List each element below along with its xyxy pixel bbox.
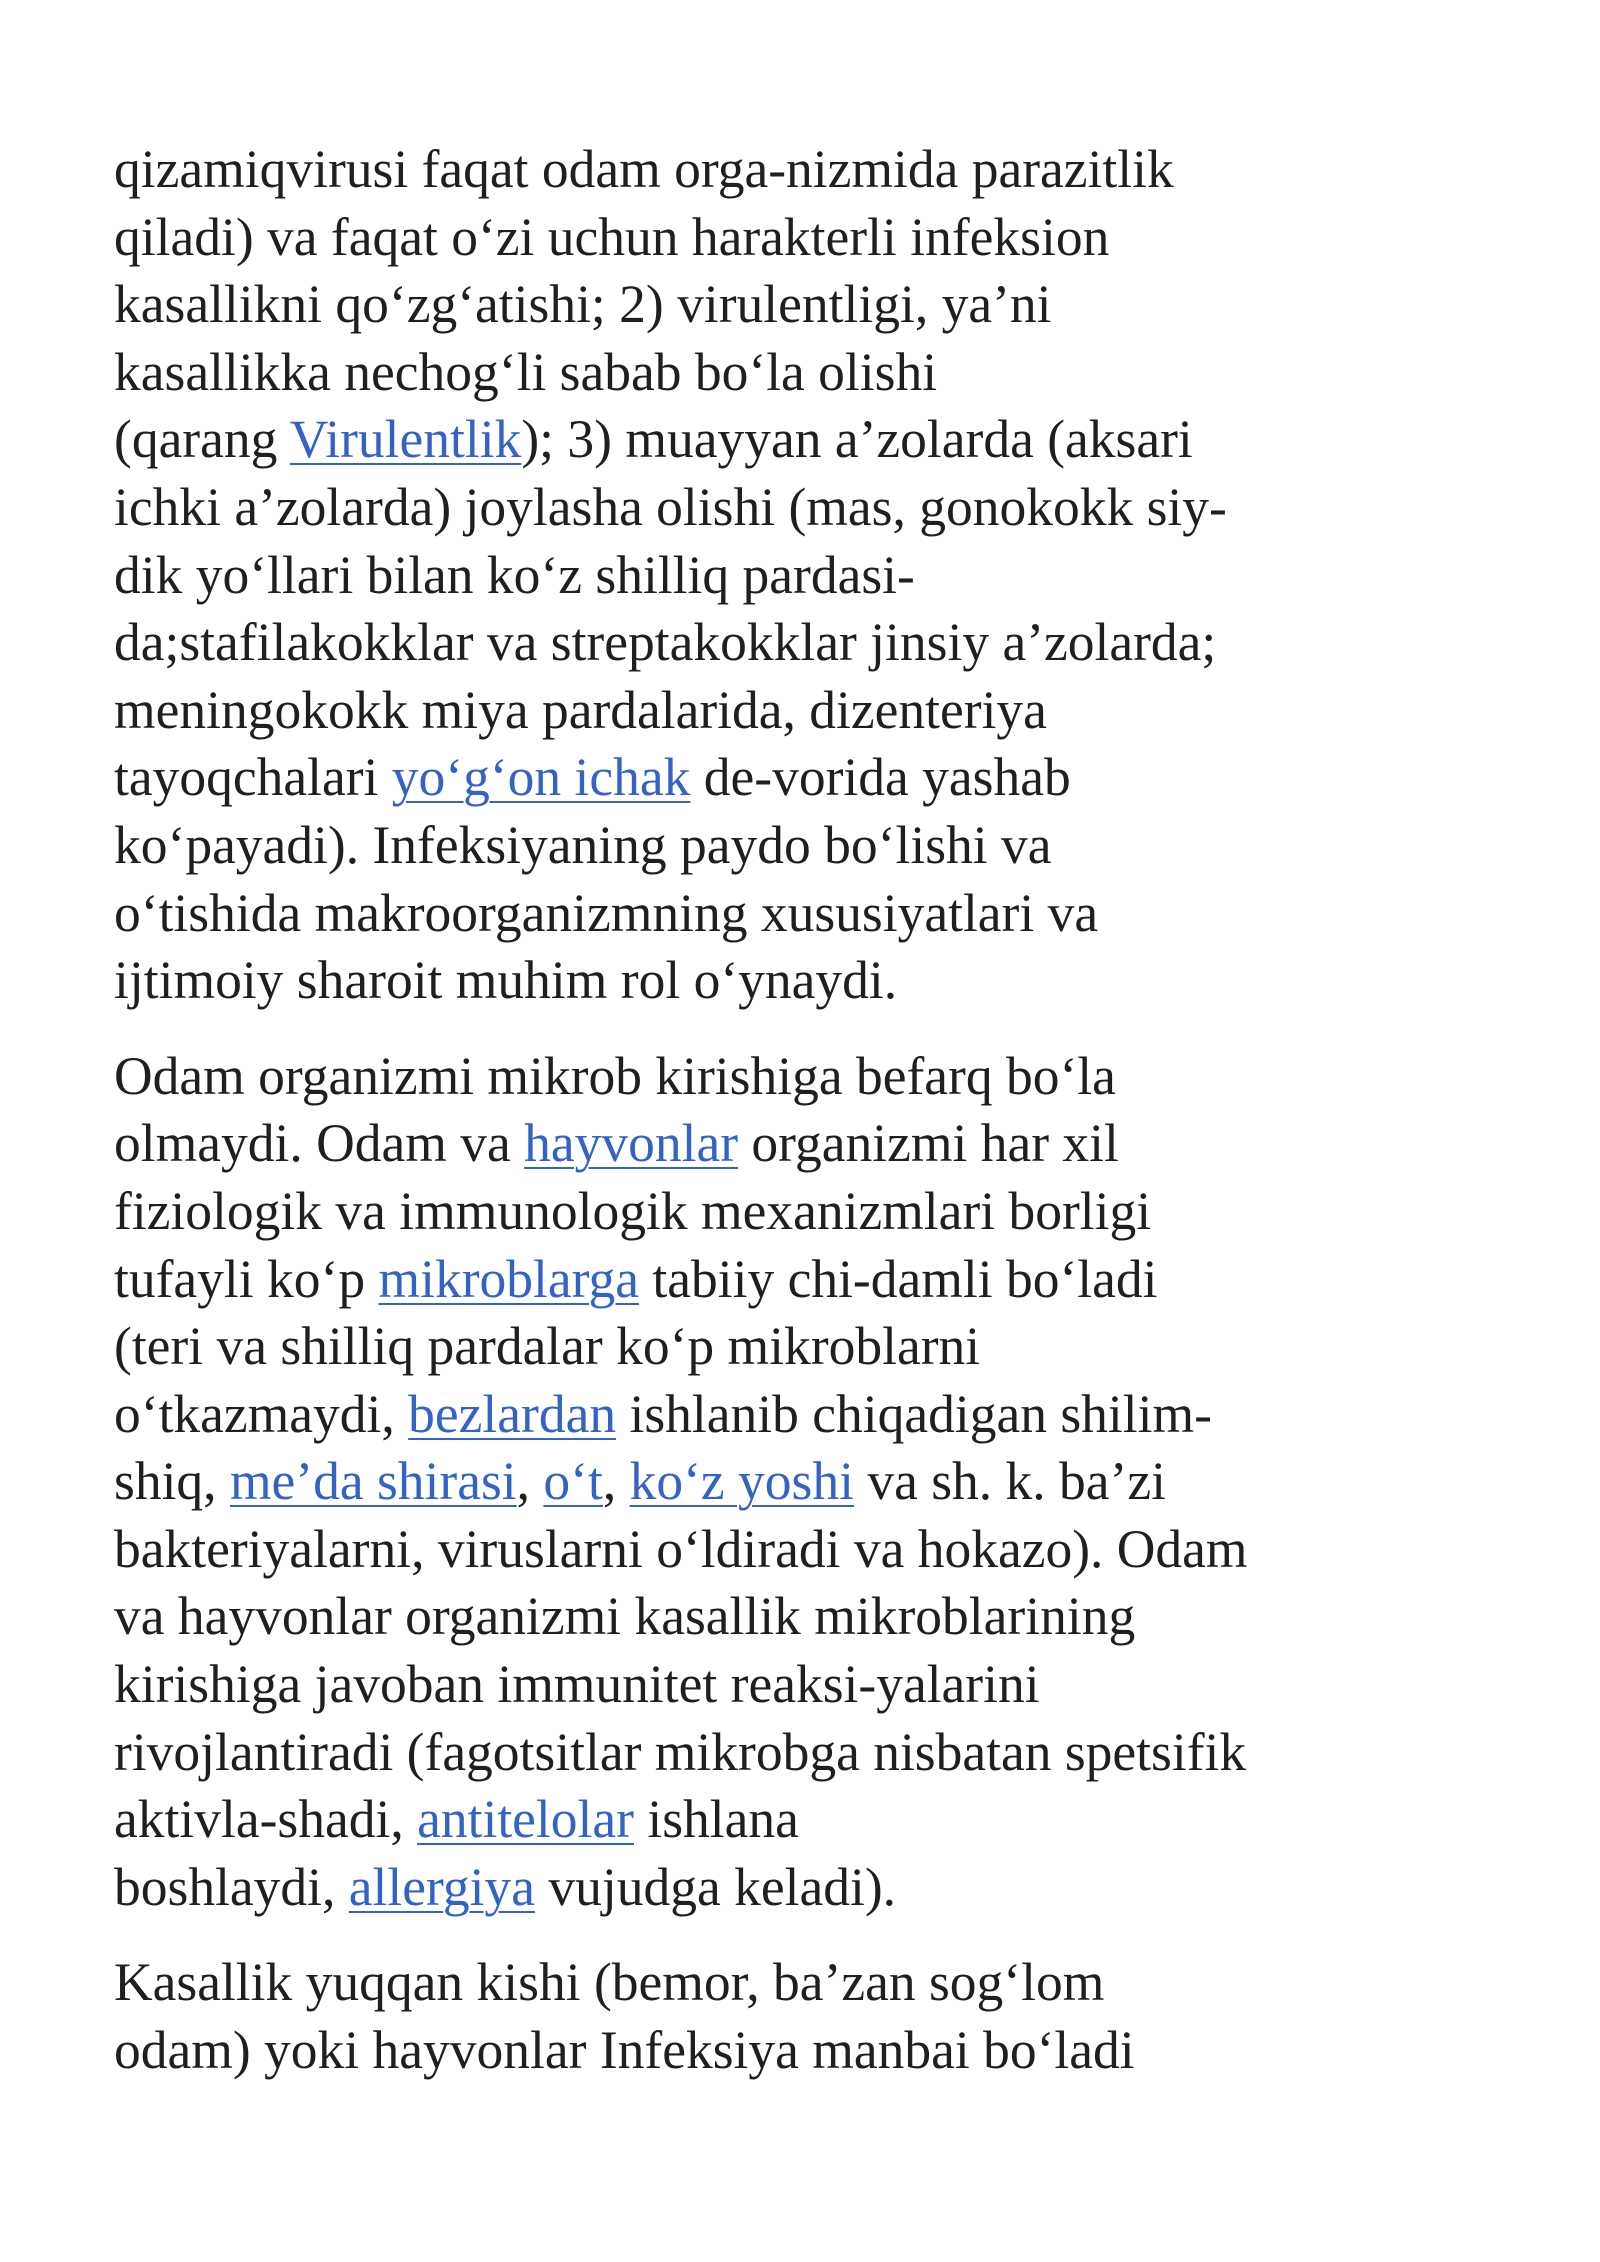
link-yogon-ichak[interactable]: yo‘g‘on ichak: [391, 747, 691, 808]
text-run: kasallikka nechog‘li sabab bo‘la olishi: [114, 341, 938, 402]
text-line: [114, 1949, 1414, 2017]
text-line: [114, 1313, 1414, 1381]
text-run: ijtimoiy sharoit muhim rol o‘ynaydi.: [114, 950, 898, 1011]
link-meda-shirasi[interactable]: me’da shirasi: [229, 1451, 517, 1512]
text-run: tayoqchalari: [114, 747, 392, 808]
text-run: meningokokk miya pardalarida, dizenteriya: [114, 679, 1047, 740]
text-run: odam) yoki hayvonlar Infeksiya manbai bo‘ladi: [114, 2020, 1135, 2081]
text-run: de-vorida yashab: [690, 747, 1071, 808]
text-run: rivojlantiradi (fagotsitlar mikrobga nisbatan spetsifik: [114, 1721, 1247, 1782]
paragraph-1: [114, 136, 1414, 1015]
text-line: [114, 1516, 1414, 1584]
text-run: fiziologik va immunologik mexanizmlari borligi: [114, 1180, 1152, 1241]
link-bezlardan[interactable]: bezlardan: [408, 1383, 617, 1444]
text-run: qizamiqvirusi faqat odam orga-nizmida parazitlik: [114, 139, 1174, 199]
text-run: Kasallik yuqqan kishi (bemor, ba’zan sog‘lom: [114, 1952, 1105, 2013]
text-run: ); 3) muayyan a’zolarda (aksari: [521, 409, 1193, 470]
text-run: organizmi har xil: [738, 1113, 1119, 1174]
text-run: vujudga keladi).: [534, 1856, 897, 1917]
text-run: qiladi) va faqat o‘zi uchun harakterli infeksion: [114, 206, 1110, 267]
text-run: va sh. k. ba’zi: [853, 1451, 1166, 1512]
link-mikroblarga[interactable]: mikroblarga: [378, 1248, 639, 1309]
text-line: [114, 1178, 1414, 1246]
text-run: tufayli ko‘p: [114, 1248, 379, 1309]
text-line: [114, 339, 1414, 407]
link-koz-yoshi[interactable]: ko‘z yoshi: [629, 1451, 854, 1512]
text-run: kirishiga javoban immunitet reaksi-yalarini: [114, 1654, 1040, 1715]
text-line: [114, 1786, 1414, 1854]
link-virulentlik[interactable]: Virulentlik: [289, 409, 522, 470]
text-run: dik yo‘llari bilan ko‘z shilliq pardasi-: [114, 544, 915, 605]
text-run: (teri va shilliq pardalar ko‘p mikroblarni: [114, 1316, 981, 1377]
text-line: [114, 1651, 1414, 1719]
text-run: o‘tkazmaydi,: [114, 1383, 409, 1444]
text-line: [114, 474, 1414, 542]
text-run: ishlanib chiqadigan shilim-: [616, 1383, 1212, 1444]
document-body: [114, 136, 1414, 2085]
text-line: [114, 812, 1414, 880]
text-line: [114, 136, 1414, 204]
text-line: [114, 271, 1414, 339]
text-run: boshlaydi,: [114, 1856, 349, 1917]
text-line: [114, 1854, 1414, 1922]
text-line: [114, 542, 1414, 610]
link-hayvonlar[interactable]: hayvonlar: [524, 1113, 739, 1174]
text-run: da;stafilakokklar va streptakokklar jinsiy a’zolarda;: [114, 612, 1217, 673]
text-line: [114, 744, 1414, 812]
text-line: [114, 204, 1414, 272]
text-line: [114, 2017, 1414, 2085]
text-run: (qarang: [114, 409, 290, 470]
text-line: [114, 947, 1414, 1015]
text-run: ,: [516, 1451, 544, 1512]
paragraph-3: [114, 1949, 1414, 2084]
text-run: va hayvonlar organizmi kasallik mikroblarining: [114, 1586, 1136, 1647]
text-line: [114, 1719, 1414, 1787]
text-run: ko‘payadi). Infeksiyaning paydo bo‘lishi va: [114, 814, 1052, 875]
text-line: [114, 1448, 1414, 1516]
text-run: tabiiy chi-damli bo‘ladi: [638, 1248, 1158, 1309]
text-line: [114, 880, 1414, 948]
text-line: [114, 1246, 1414, 1314]
text-run: bakteriyalarni, viruslarni o‘ldiradi va hokazo). Odam: [114, 1518, 1248, 1579]
text-line: [114, 406, 1414, 474]
text-run: olmaydi. Odam va: [114, 1113, 525, 1174]
text-run: ichki a’zolarda) joylasha olishi (mas, gonokokk siy-: [114, 476, 1227, 537]
link-ot[interactable]: o‘t: [543, 1451, 603, 1512]
text-line: [114, 677, 1414, 745]
text-run: ishlana: [633, 1789, 799, 1850]
text-run: Odam organizmi mikrob kirishiga befarq bo‘la: [114, 1045, 1116, 1106]
text-line: [114, 1583, 1414, 1651]
text-line: [114, 1043, 1414, 1111]
link-antitelolar[interactable]: antitelolar: [417, 1789, 634, 1850]
text-line: [114, 609, 1414, 677]
text-run: kasallikni qo‘zg‘atishi; 2) virulentligi, ya’ni: [114, 274, 1052, 335]
text-run: ,: [602, 1451, 630, 1512]
text-run: aktivla-shadi,: [114, 1789, 418, 1850]
text-line: [114, 1381, 1414, 1449]
text-run: o‘tishida makroorganizmning xususiyatlari va: [114, 882, 1099, 943]
paragraph-2: [114, 1043, 1414, 1922]
text-line: [114, 1110, 1414, 1178]
text-run: shiq,: [114, 1451, 230, 1512]
link-allergiya[interactable]: allergiya: [348, 1856, 535, 1917]
